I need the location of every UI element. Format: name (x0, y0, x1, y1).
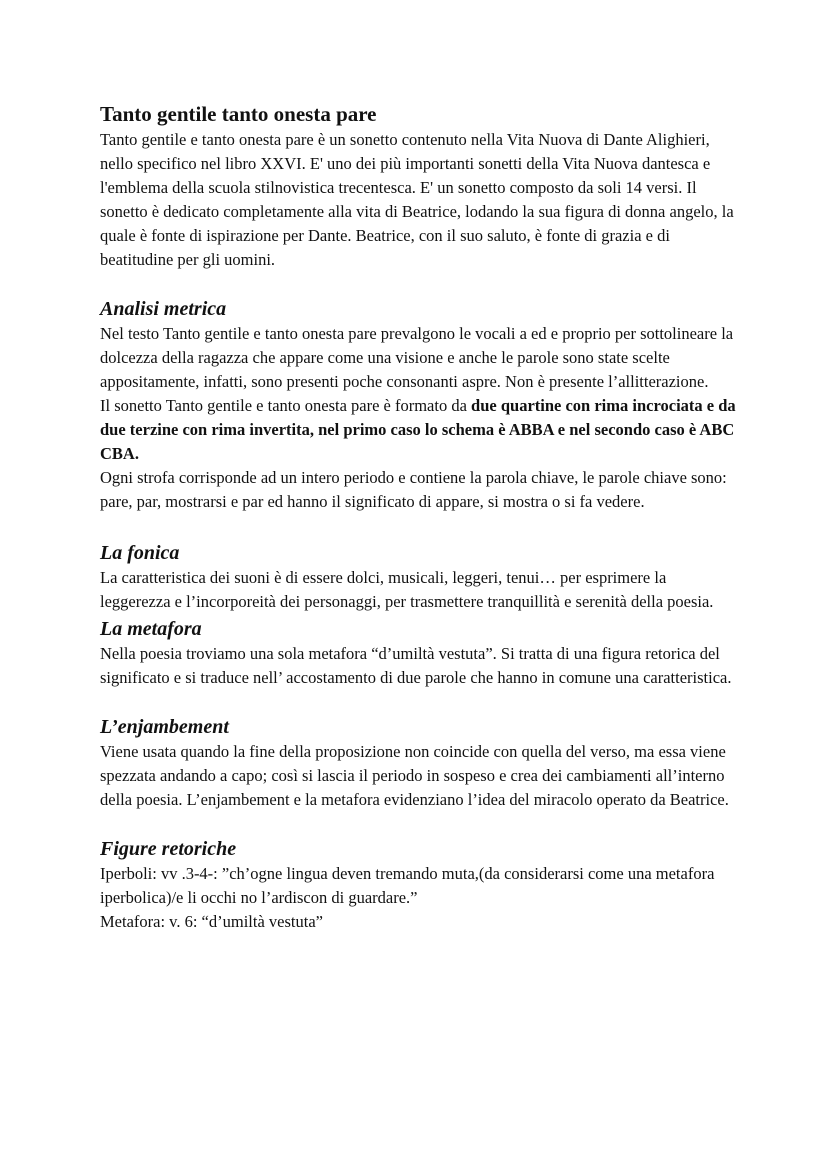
section-fonica (100, 540, 740, 614)
heading-analisi-metrica: Analisi metrica (100, 298, 227, 320)
analisi-paragraph-3: Ogni strofa corrisponde ad un intero periodo e contiene la parola chiave, le parole chiave sono: pare, par, mostrarsi e par ed hanno il significato di appare, si mostra o si fa vedere. (100, 468, 727, 511)
analisi-paragraph-2 (100, 394, 740, 466)
heading-enjambement: L’enjambement (100, 716, 229, 738)
fonica-paragraph: La caratteristica dei suoni è di essere dolci, musicali, leggeri, tenui… per esprimere la leggerezza e l’incorporeità dei personaggi, per trasmettere tranquillità e serenità della poesia. (100, 568, 714, 611)
heading-fonica: La fonica (100, 542, 180, 564)
document-page (100, 100, 740, 934)
heading-metafora: La metafora (100, 618, 202, 640)
document-title: Tanto gentile tanto onesta pare (100, 102, 377, 126)
section-analisi-metrica (100, 296, 740, 514)
figure-iperboli-line: Iperboli: vv .3-4-: ”ch’ogne lingua deven tremando muta,(da considerarsi come una metafora iperbolica)/e li occhi no l’ardiscon di guardare.” (100, 864, 715, 907)
section-figure-retoriche (100, 836, 740, 934)
metafora-paragraph: Nella poesia troviamo una sola metafora “d’umiltà vestuta”. Si tratta di una figura retorica del significato e si traduce nell’ accostamento di due parole che hanno in comune una caratteristica. (100, 644, 732, 687)
analisi-paragraph-2-start: Il sonetto Tanto gentile e tanto onesta pare è formato da (100, 396, 472, 415)
figure-metafora-line: Metafora: v. 6: “d’umiltà vestuta” (100, 912, 323, 931)
section-metafora (100, 616, 740, 690)
enjambement-paragraph: Viene usata quando la fine della proposizione non coincide con quella del verso, ma essa viene spezzata andando a capo; così si lascia il periodo in sospeso e crea dei cambiamenti all’interno della poesia. L’enjambement e la metafora evidenziano l’idea del miracolo operato da Beatrice. (100, 742, 729, 809)
intro-paragraph: Tanto gentile e tanto onesta pare è un sonetto contenuto nella Vita Nuova di Dante Alighieri, nello specifico nel libro XXVI. E' uno dei più importanti sonetti della Vita Nuova dantesca e l'emblema della scuola stilnovistica trecentesca. E' un sonetto composto da soli 14 versi. Il sonetto è dedicato completamente alla vita di Beatrice, lodando la sua figura di donna angelo, la quale è fonte di ispirazione per Dante. Beatrice, con il suo saluto, è fonte di grazia e di beatitudine per gli uomini. (100, 130, 734, 269)
heading-figure-retoriche: Figure retoriche (100, 838, 237, 860)
analisi-paragraph-2-bold: due quartine con rima incrociata e da due terzine con rima invertita, nel primo caso lo schema è ABBA e nel secondo caso è ABC CBA. (100, 396, 736, 463)
section-enjambement (100, 714, 740, 812)
analisi-paragraph-1: Nel testo Tanto gentile e tanto onesta pare prevalgono le vocali a ed e proprio per sottolineare la dolcezza della ragazza che appare come una visione e anche le parole sono state scelte appositamente, infatti, sono presenti poche consonanti aspre. Non è presente l’allitterazione. (100, 324, 734, 391)
